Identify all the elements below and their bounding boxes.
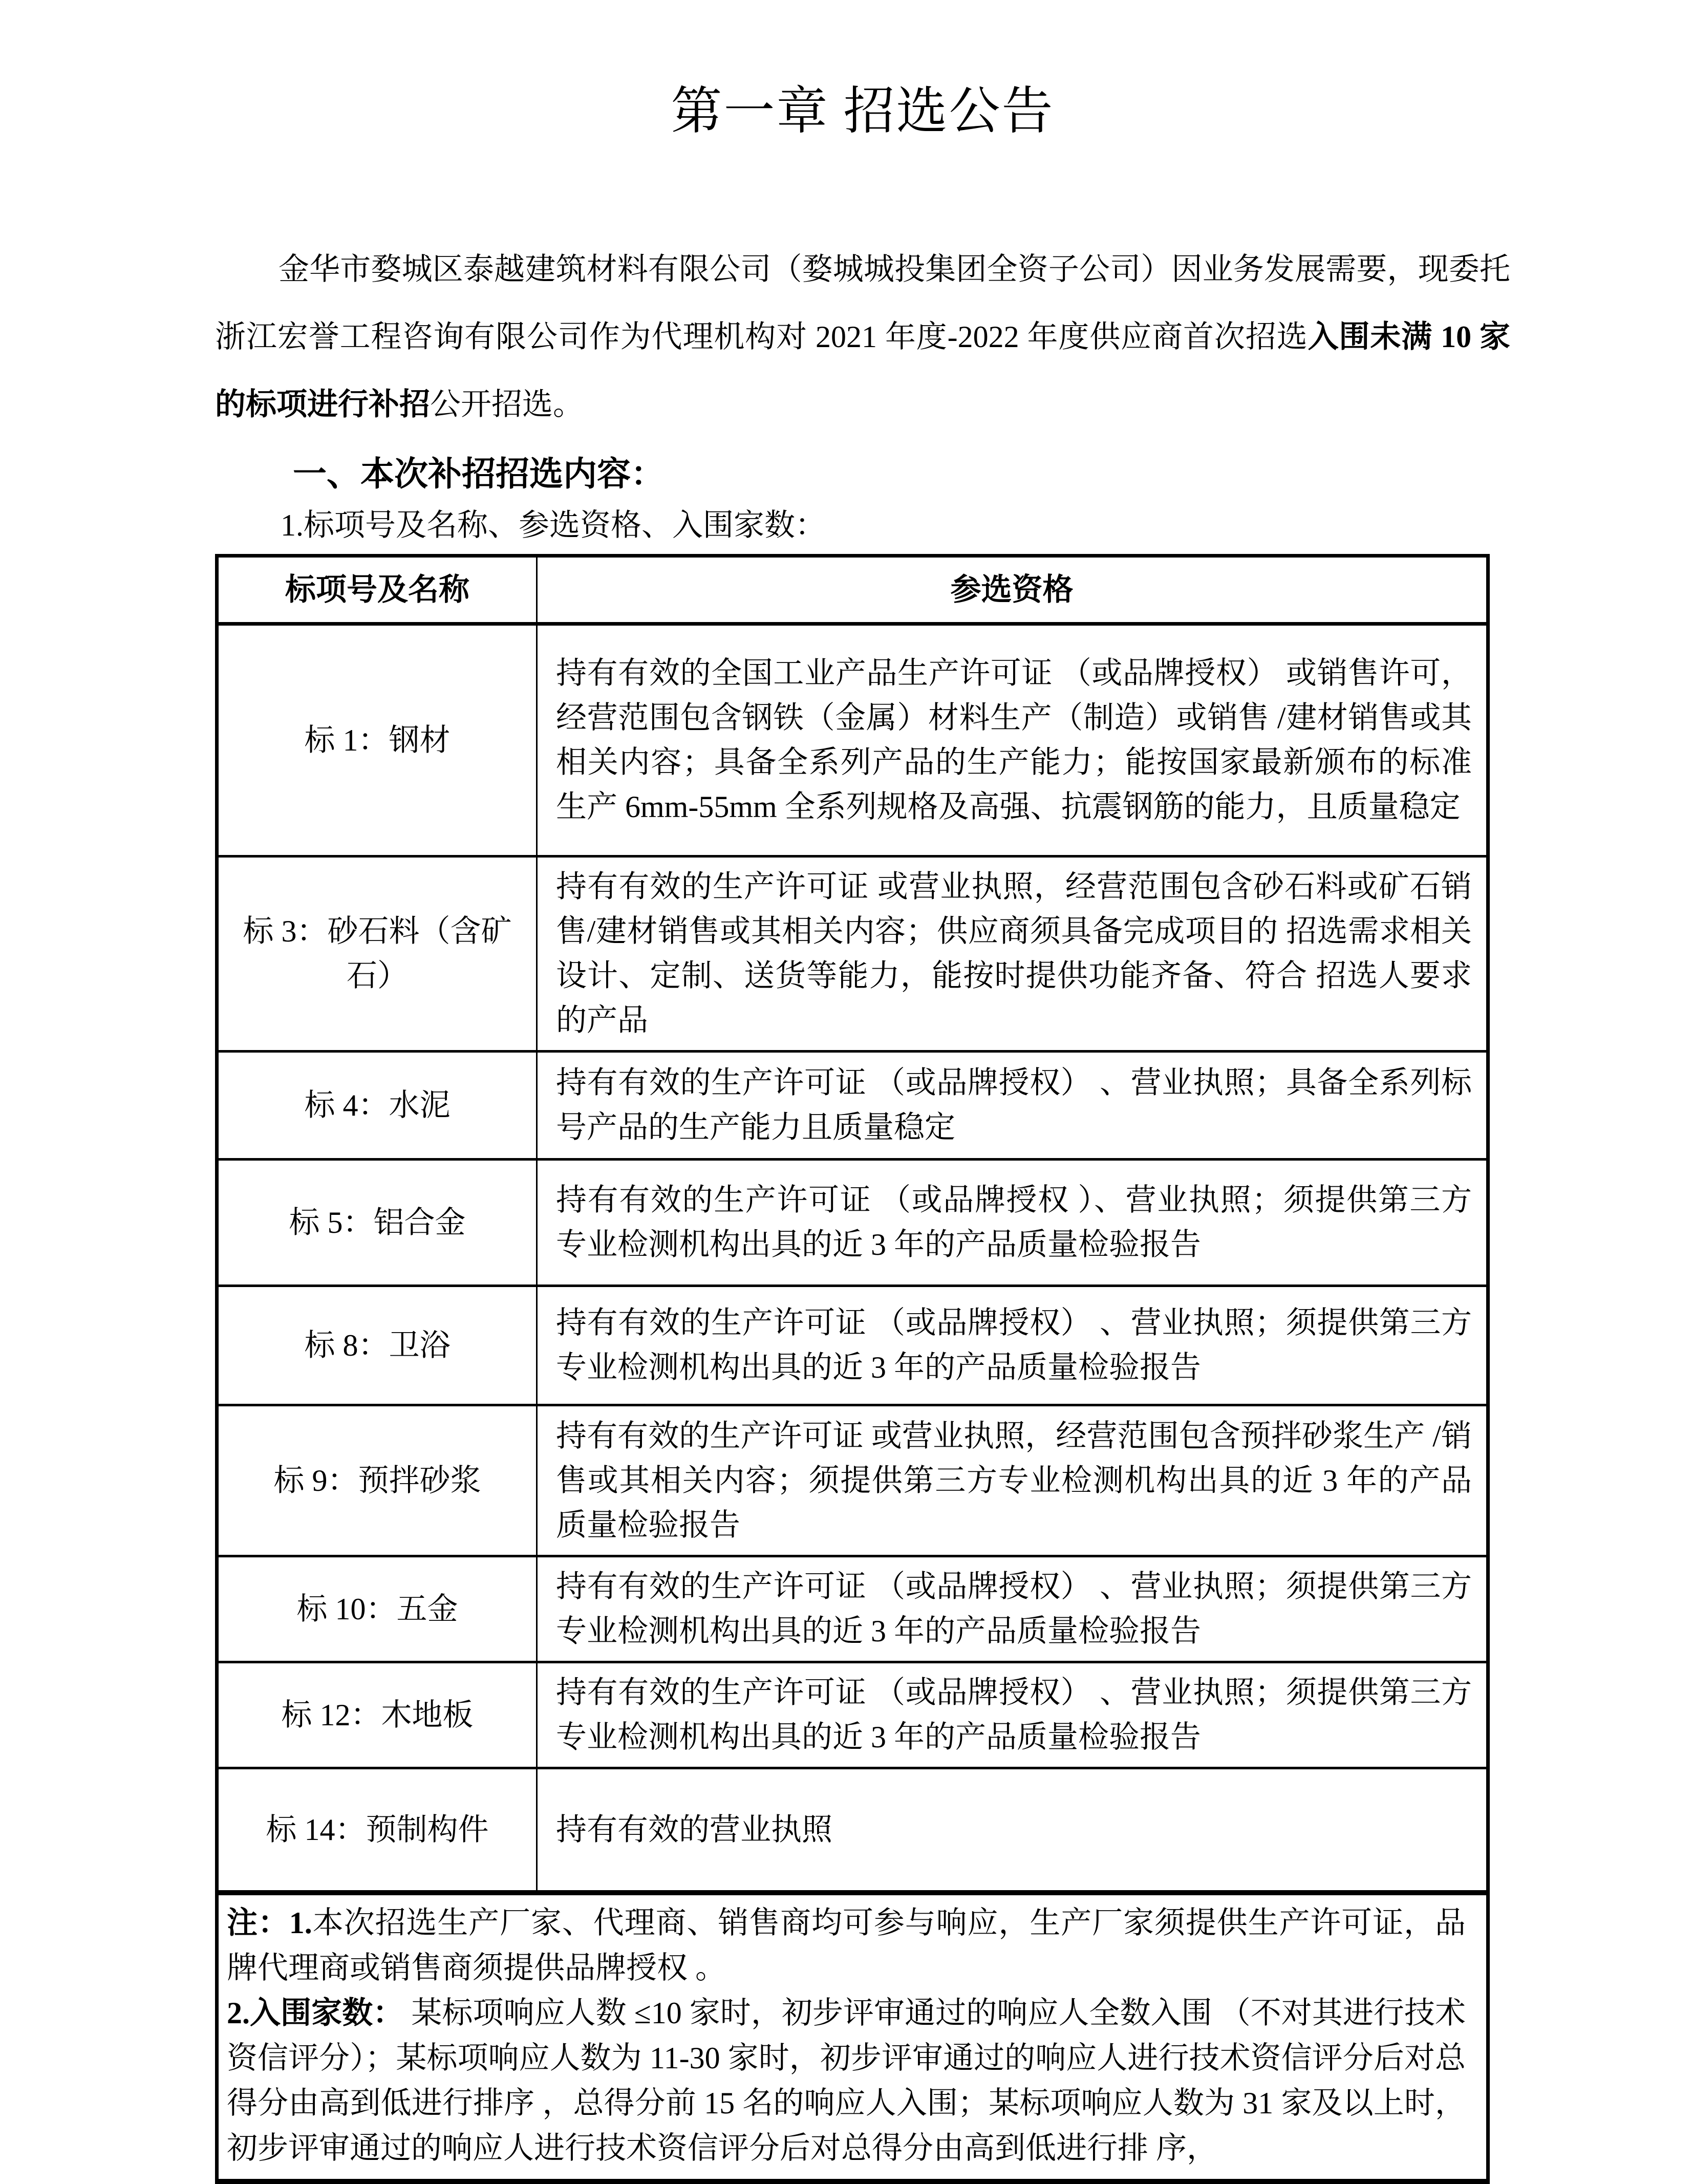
row-label: 标 3：砂石料（含矿石）: [217, 857, 537, 1052]
intro-text-bold: 入围未满 10 家的标项进行补招: [215, 320, 1510, 421]
table-row: [217, 1662, 1488, 1768]
note-1-bold: 注：1.: [227, 1906, 312, 1940]
table-note-cell: [217, 1893, 1488, 2181]
row-qualification: 持有有效的生产许可证 （或品牌授权） 、营业执照；须提供第三方专业检测机构出具的近 3 年的产品质量检验报告: [537, 1286, 1488, 1405]
row-qualification: 持有有效的生产许可证 （或品牌授权） 、营业执照；具备全系列标号产品的生产能力且质量稳定: [537, 1052, 1488, 1160]
section-subheading: 1.标项号及名称、参选资格、入围家数：: [281, 508, 826, 542]
table-row: [217, 624, 1488, 857]
table-note-row: [217, 1893, 1488, 2181]
row-label: 标 14：预制构件: [217, 1768, 537, 1893]
row-qualification: 持有有效的全国工业产品生产许可证 （或品牌授权） 或销售许可，经营范围包含钢铁（金属）材料生产（制造）或销售 /建材销售或其相关内容；具备全系列产品的生产能力；能按国家最新颁布的标准生产 6mm-55mm 全系列规格及高强、抗震钢筋的能力，且质量稳定: [537, 624, 1488, 857]
page-title: 第一章 招选公告: [671, 83, 1055, 140]
row-label: 标 9：预拌砂浆: [217, 1405, 537, 1556]
table-header-item: 标项号及名称: [217, 556, 537, 624]
table-row: [217, 1160, 1488, 1286]
note-2-bold: 2.入围家数：: [227, 1996, 404, 2030]
row-label: 标 4：水泥: [217, 1052, 537, 1160]
row-label: 标 12：木地板: [217, 1662, 537, 1768]
note-line-1: [227, 1900, 1466, 1990]
section-heading: 一、本次补招招选内容：: [293, 456, 665, 493]
table-row: [217, 1768, 1488, 1893]
table-header-row: [217, 556, 1488, 624]
table-row: [217, 1286, 1488, 1405]
row-qualification: 持有有效的生产许可证 （或品牌授权） 、营业执照；须提供第三方专业检测机构出具的近 3 年的产品质量检验报告: [537, 1662, 1488, 1768]
row-label: 标 10：五金: [217, 1556, 537, 1662]
table-row: [217, 1405, 1488, 1556]
note-line-2: [227, 1990, 1466, 2171]
row-label: 标 8：卫浴: [217, 1286, 537, 1405]
intro-paragraph: [215, 235, 1510, 438]
row-label: 标 1：钢材: [217, 624, 537, 857]
row-qualification: 持有有效的生产许可证 或营业执照，经营范围包含预拌砂浆生产 /销售或其相关内容；须提供第三方专业检测机构出具的近 3 年的产品质量检验报告: [537, 1405, 1488, 1556]
note-1-text: 本次招选生产厂家、代理商、销售商均可参与响应，生产厂家须提供生产许可证，品牌代理商或销售商须提供品牌授权 。: [227, 1906, 1466, 1985]
note-2-text: 某标项响应人数 ≤10 家时，初步评审通过的响应人全数入围 （不对其进行技术资信评分）；某标项响应人数为 11-30 家时，初步评审通过的响应人进行技术资信评分后对总得分由高到低进行排序 ，总得分前 15 名的响应人入围；某标项响应人数为 31 家及以上时，初步评审通过的响应人进行技术资信评分后对总得分由高到低进行排 序，: [227, 1996, 1466, 2165]
row-label: 标 5：铝合金: [217, 1160, 537, 1286]
table-row: [217, 1052, 1488, 1160]
document-content: [215, 0, 1510, 2184]
intro-text-post: 公开招选。: [430, 388, 584, 421]
qualification-table: [215, 554, 1490, 2184]
row-qualification: 持有有效的营业执照: [537, 1768, 1488, 1893]
row-qualification: 持有有效的生产许可证 或营业执照，经营范围包含砂石料或矿石销售/建材销售或其相关内容；供应商须具备完成项目的 招选需求相关设计、定制、送货等能力，能按时提供功能齐备、符合 招选人要求的产品: [537, 857, 1488, 1052]
table-header-qualification: 参选资格: [537, 556, 1488, 624]
intro-text-pre: 金华市婺城区泰越建筑材料有限公司（婺城城投集团全资子公司）因业务发展需要，现委托浙江宏誉工程咨询有限公司作为代理机构对 2021 年度-2022 年度供应商首次招选: [215, 252, 1510, 354]
table-row: [217, 857, 1488, 1052]
row-qualification: 持有有效的生产许可证 （或品牌授权 ）、营业执照；须提供第三方专业检测机构出具的近 3 年的产品质量检验报告: [537, 1160, 1488, 1286]
table-row: [217, 1556, 1488, 1662]
row-qualification: 持有有效的生产许可证 （或品牌授权） 、营业执照；须提供第三方专业检测机构出具的近 3 年的产品质量检验报告: [537, 1556, 1488, 1662]
